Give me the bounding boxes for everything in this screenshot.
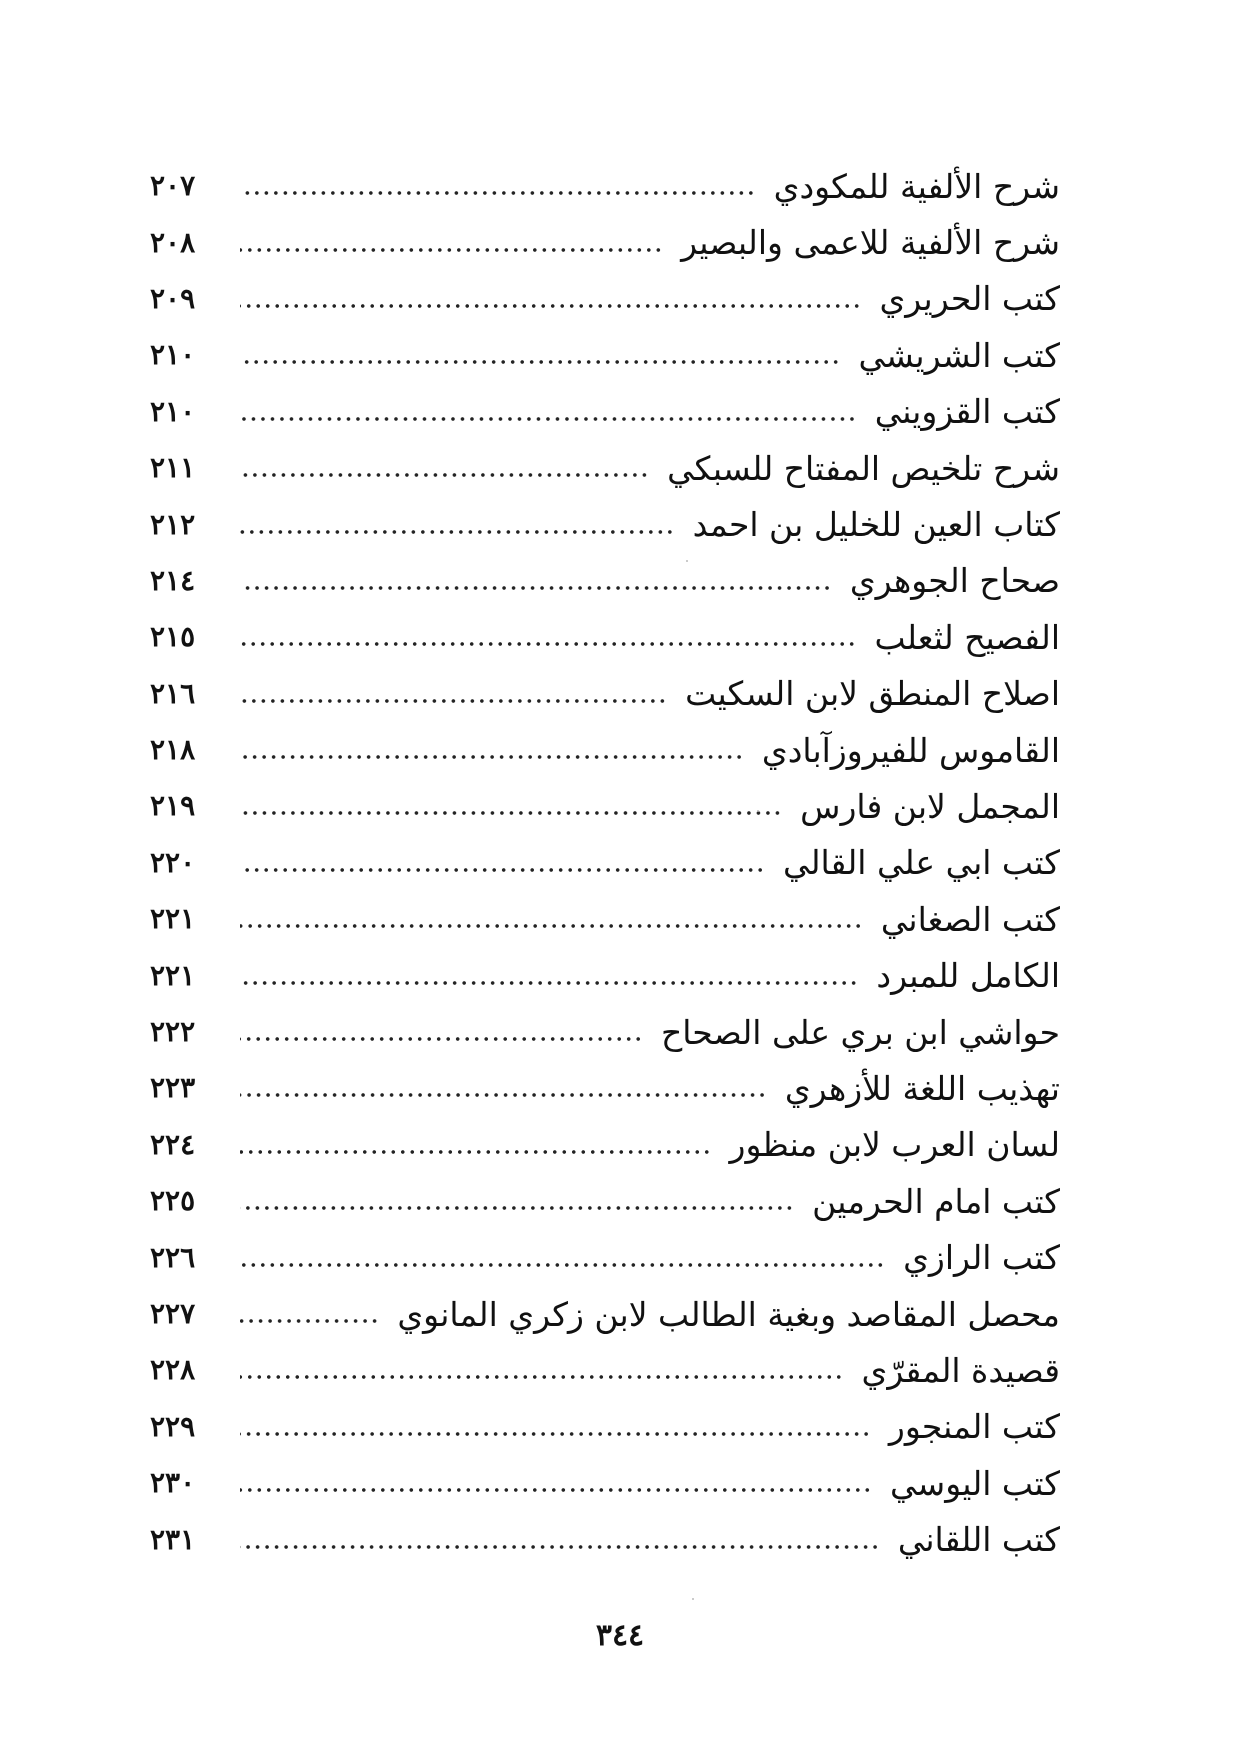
scan-speck — [686, 560, 688, 562]
dot-leader — [240, 414, 857, 424]
dot-leader — [240, 1542, 880, 1552]
dot-leader — [240, 808, 782, 818]
dot-leader — [240, 1429, 871, 1439]
toc-entry — [150, 1229, 1060, 1285]
entry-page-number: ٢١٠ — [150, 394, 196, 428]
dot-leader — [240, 301, 861, 311]
entry-page-number: ٢٢٥ — [150, 1184, 196, 1218]
entry-title: لسان العرب لابن منظور — [729, 1125, 1060, 1165]
entry-title: صحاح الجوهري — [849, 561, 1060, 601]
entry-page-number: ٢٠٨ — [150, 225, 196, 259]
entry-page-number: ٢٢٢ — [150, 1015, 196, 1049]
entry-title: القاموس للفيروزآبادي — [761, 730, 1060, 770]
entry-page-number: ٢١١ — [150, 451, 196, 485]
entry-title: كتب اللقاني — [897, 1520, 1060, 1560]
entry-title: كتب اليوسي — [890, 1463, 1060, 1503]
entry-page-number: ٢٠٧ — [150, 169, 196, 203]
dot-leader — [240, 527, 675, 537]
dot-leader — [240, 245, 663, 255]
entry-page-number: ٢١٠ — [150, 338, 196, 372]
entry-page-number: ٢١٩ — [150, 789, 196, 823]
dot-leader — [240, 1372, 844, 1382]
dot-leader — [240, 1485, 872, 1495]
entry-page-number: ٢٢٤ — [150, 1127, 196, 1161]
entry-page-number: ٢١٥ — [150, 620, 196, 654]
toc-entry — [150, 1455, 1060, 1511]
toc-entry — [150, 214, 1060, 270]
entry-page-number: ٢٢٩ — [150, 1409, 196, 1443]
dot-leader — [240, 1034, 643, 1044]
entry-title: حواشي ابن بري على الصحاح — [660, 1012, 1060, 1052]
entry-title: كتب ابي علي القالي — [782, 843, 1060, 883]
dot-leader — [240, 752, 744, 762]
dot-leader — [240, 696, 667, 706]
toc-entry — [150, 1511, 1060, 1567]
dot-leader — [240, 583, 832, 593]
entry-page-number: ٢١٢ — [150, 507, 196, 541]
entry-title: شرح الألفية للاعمى والبصير — [681, 223, 1060, 263]
dot-leader — [240, 978, 858, 988]
entry-page-number: ٢٢٨ — [150, 1353, 196, 1387]
entry-title: شرح الألفية للمكودي — [773, 166, 1060, 206]
entry-title: الفصيح لثعلب — [874, 617, 1060, 657]
entry-title: كتاب العين للخليل بن احمد — [692, 505, 1060, 545]
dot-leader — [240, 639, 856, 649]
page-number: ٣٤٤ — [595, 1618, 645, 1653]
entry-title: كتب الصغاني — [880, 899, 1060, 939]
entry-page-number: ٢٢٦ — [150, 1240, 196, 1274]
toc-entry — [150, 271, 1060, 327]
entry-page-number: ٢٣١ — [150, 1522, 196, 1556]
entry-title: شرح تلخيص المفتاح للسبكي — [667, 448, 1060, 488]
entry-title: كتب امام الحرمين — [812, 1181, 1060, 1221]
toc-entry — [150, 1117, 1060, 1173]
dot-leader — [240, 921, 863, 931]
toc-entry — [150, 384, 1060, 440]
toc-entry — [150, 1173, 1060, 1229]
entry-title: كتب القزويني — [874, 392, 1060, 432]
toc-entry — [150, 1004, 1060, 1060]
dot-leader — [240, 1090, 767, 1100]
toc-entry — [150, 947, 1060, 1003]
dot-leader — [240, 470, 649, 480]
toc-entry — [150, 327, 1060, 383]
dot-leader — [240, 188, 756, 198]
entry-page-number: ٢٣٠ — [150, 1466, 196, 1500]
entry-page-number: ٢٢٣ — [150, 1071, 196, 1105]
entry-title: كتب الحريري — [879, 279, 1060, 319]
entry-page-number: ٢١٤ — [150, 563, 196, 597]
dot-leader — [240, 357, 840, 367]
entry-title: كتب الشريشي — [858, 335, 1060, 375]
entry-title: الكامل للمبرد — [876, 956, 1060, 996]
entry-title: محصل المقاصد وبغية الطالب لابن زكري المانوي — [397, 1294, 1060, 1334]
scan-speck — [692, 1598, 694, 1600]
entry-page-number: ٢٢٠ — [150, 845, 196, 879]
dot-leader — [240, 1260, 885, 1270]
entry-page-number: ٢٢١ — [150, 958, 196, 992]
entry-page-number: ٢٢٧ — [150, 1297, 196, 1330]
toc-entry — [150, 1342, 1060, 1398]
toc-entry — [150, 722, 1060, 778]
dot-leader — [240, 1316, 379, 1326]
entry-page-number: ٢١٦ — [150, 676, 196, 710]
toc-entry — [150, 891, 1060, 947]
toc-entry — [150, 1399, 1060, 1455]
entry-title: قصيدة المقرّي — [861, 1350, 1060, 1390]
dot-leader — [240, 1203, 794, 1213]
table-of-contents — [150, 158, 1060, 1568]
entry-title: كتب الرازي — [903, 1238, 1060, 1278]
toc-entry — [150, 158, 1060, 214]
entry-title: كتب المنجور — [888, 1407, 1060, 1447]
toc-entry — [150, 666, 1060, 722]
dot-leader — [240, 1147, 712, 1157]
scan-speck — [757, 810, 759, 812]
toc-entry — [150, 496, 1060, 552]
toc-entry — [150, 778, 1060, 834]
toc-entry — [150, 440, 1060, 496]
toc-entry — [150, 609, 1060, 665]
entry-title: المجمل لابن فارس — [800, 786, 1060, 826]
entry-page-number: ٢١٨ — [150, 733, 196, 767]
toc-entry — [150, 1060, 1060, 1116]
entry-title: اصلاح المنطق لابن السكيت — [685, 674, 1060, 714]
entry-title: تهذيب اللغة للأزهري — [784, 1068, 1060, 1108]
entry-page-number: ٢٢١ — [150, 902, 196, 936]
dot-leader — [240, 865, 765, 875]
toc-entry — [150, 553, 1060, 609]
entry-page-number: ٢٠٩ — [150, 281, 196, 315]
toc-entry — [150, 1286, 1060, 1342]
toc-entry — [150, 835, 1060, 891]
